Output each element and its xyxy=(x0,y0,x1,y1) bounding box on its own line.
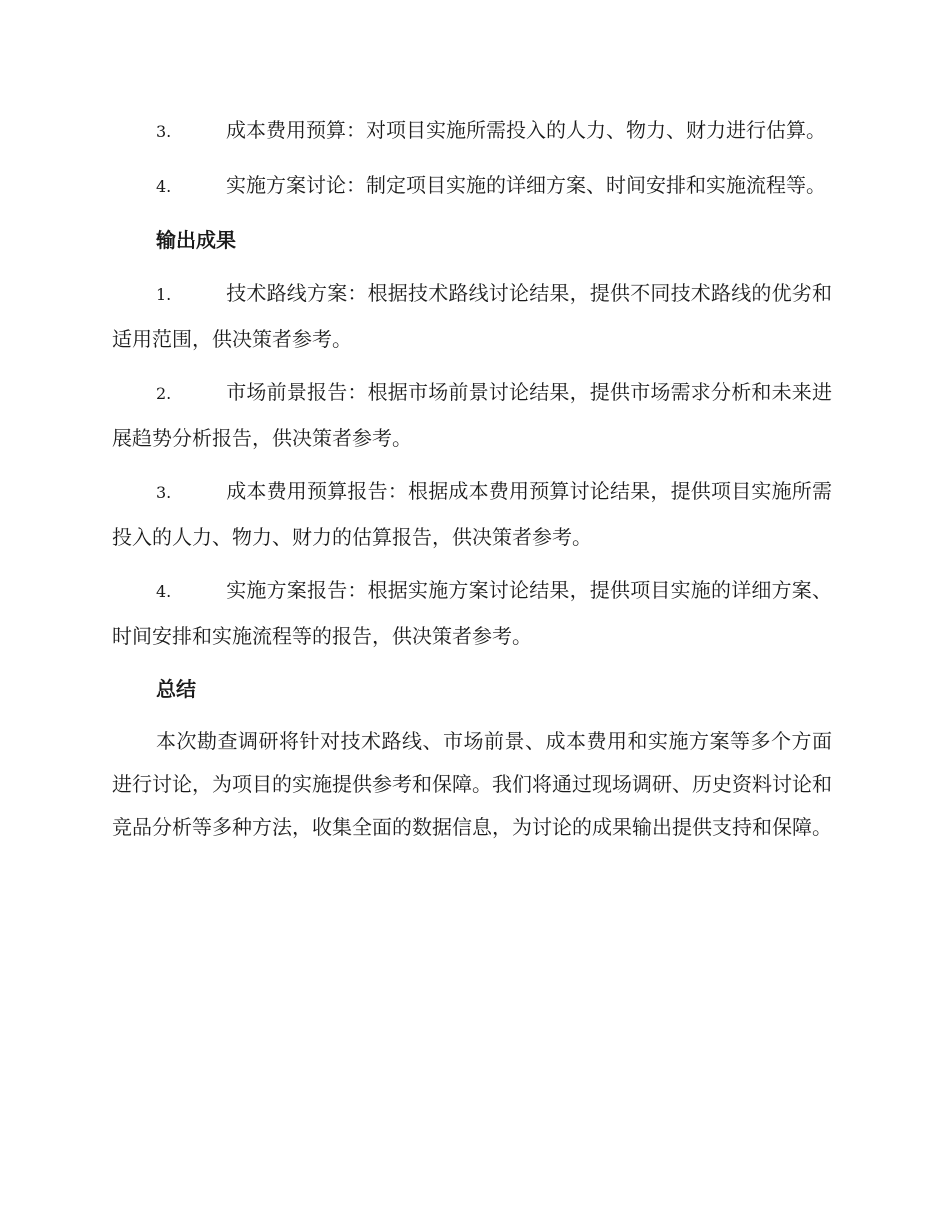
list-item xyxy=(112,271,832,361)
section-heading-summary: 总结 xyxy=(156,677,196,701)
list-item-text: 实施方案报告：根据实施方案讨论结果，提供项目实施的详细方案、时间安排和实施流程等的报告，供决策者参考。 xyxy=(112,578,832,648)
list-item-number: 4. xyxy=(156,582,172,601)
list-item-number: 4. xyxy=(156,177,172,196)
list-item-number: 3. xyxy=(156,483,172,502)
list-item xyxy=(112,370,832,460)
list-item-number: 1. xyxy=(156,285,172,304)
list-item xyxy=(112,163,832,209)
summary-paragraph: 本次勘查调研将针对技术路线、市场前景、成本费用和实施方案等多个方面进行讨论，为项目的实施提供参考和保障。我们将通过现场调研、历史资料讨论和竞品分析等多种方法，收集全面的数据信息，为讨论的成果输出提供支持和保障。 xyxy=(112,729,832,839)
list-item-number: 2. xyxy=(156,384,172,403)
list-item-text: 市场前景报告：根据市场前景讨论结果，提供市场需求分析和未来进展趋势分析报告，供决策者参考。 xyxy=(112,380,832,450)
list-item xyxy=(112,469,832,559)
list-item xyxy=(112,568,832,658)
section-heading-output: 输出成果 xyxy=(156,228,236,252)
list-item-number: 3. xyxy=(156,122,172,141)
list-item-text: 成本费用预算报告：根据成本费用预算讨论结果，提供项目实施所需投入的人力、物力、财力的估算报告，供决策者参考。 xyxy=(112,479,832,549)
list-item-text: 技术路线方案：根据技术路线讨论结果，提供不同技术路线的优劣和适用范围，供决策者参考。 xyxy=(112,281,832,351)
list-item xyxy=(112,108,832,154)
document-body xyxy=(112,108,832,849)
list-item-text: 成本费用预算：对项目实施所需投入的人力、物力、财力进行估算。 xyxy=(226,118,826,142)
list-item-text: 实施方案讨论：制定项目实施的详细方案、时间安排和实施流程等。 xyxy=(226,173,826,197)
